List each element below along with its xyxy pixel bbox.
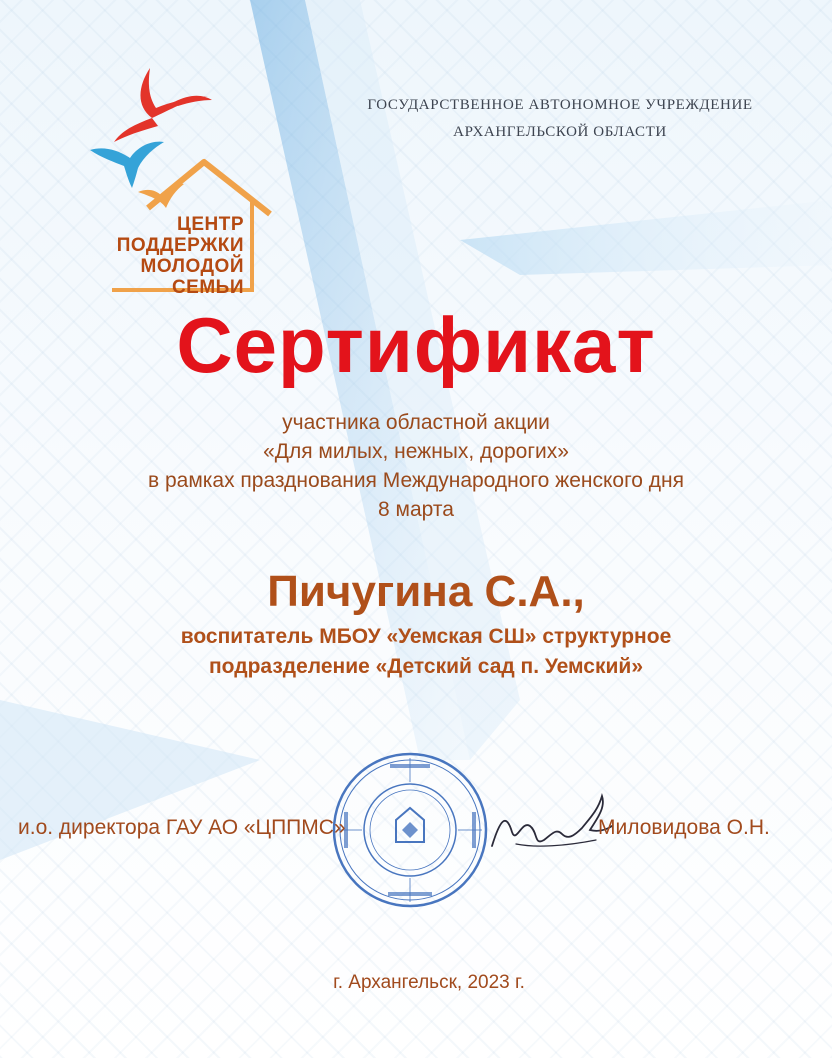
subtitle-line-4: 8 марта [378,498,454,521]
horizontal-band-right [460,200,832,275]
logo-text [78,214,244,298]
certificate-subtitle [0,408,832,524]
bird-icon [114,68,212,142]
recipient-name: Пичугина С.А., [267,567,585,616]
logo-line-3: МОЛОДОЙ [140,256,244,277]
logo-line-2: ПОДДЕРЖКИ [116,235,244,256]
center-logo [78,58,278,298]
recipient-position [0,622,832,682]
subtitle-line-3: в рамках празднования Международного женского дня [147,469,685,492]
position-line-1: воспитатель МБОУ «Уемская СШ» структурное [180,625,672,648]
official-stamp [330,750,490,910]
org-line-1: ГОСУДАРСТВЕННОЕ АВТОНОМНОЕ УЧРЕЖДЕНИЕ [367,97,753,113]
handwritten-signature [486,790,616,860]
subtitle-line-1: участника областной акции [282,411,550,434]
bird-icon-blue [90,142,164,188]
place-and-date: г. Архангельск, 2023 г. [333,972,525,993]
subtitle-line-2: «Для милых, нежных, дорогих» [263,440,569,463]
logo-line-4: СЕМЬИ [171,277,244,298]
signatory-name: Миловидова О.Н. [598,816,770,839]
organization-header [340,92,780,146]
signatory-role: и.о. директора ГАУ АО «ЦППМС» [18,816,346,839]
org-line-2: АРХАНГЕЛЬСКОЙ ОБЛАСТИ [453,124,667,140]
position-line-2: подразделение «Детский сад п. Уемский» [209,655,643,678]
certificate-title: Сертификат [176,301,656,389]
logo-line-1: ЦЕНТР [176,214,244,235]
